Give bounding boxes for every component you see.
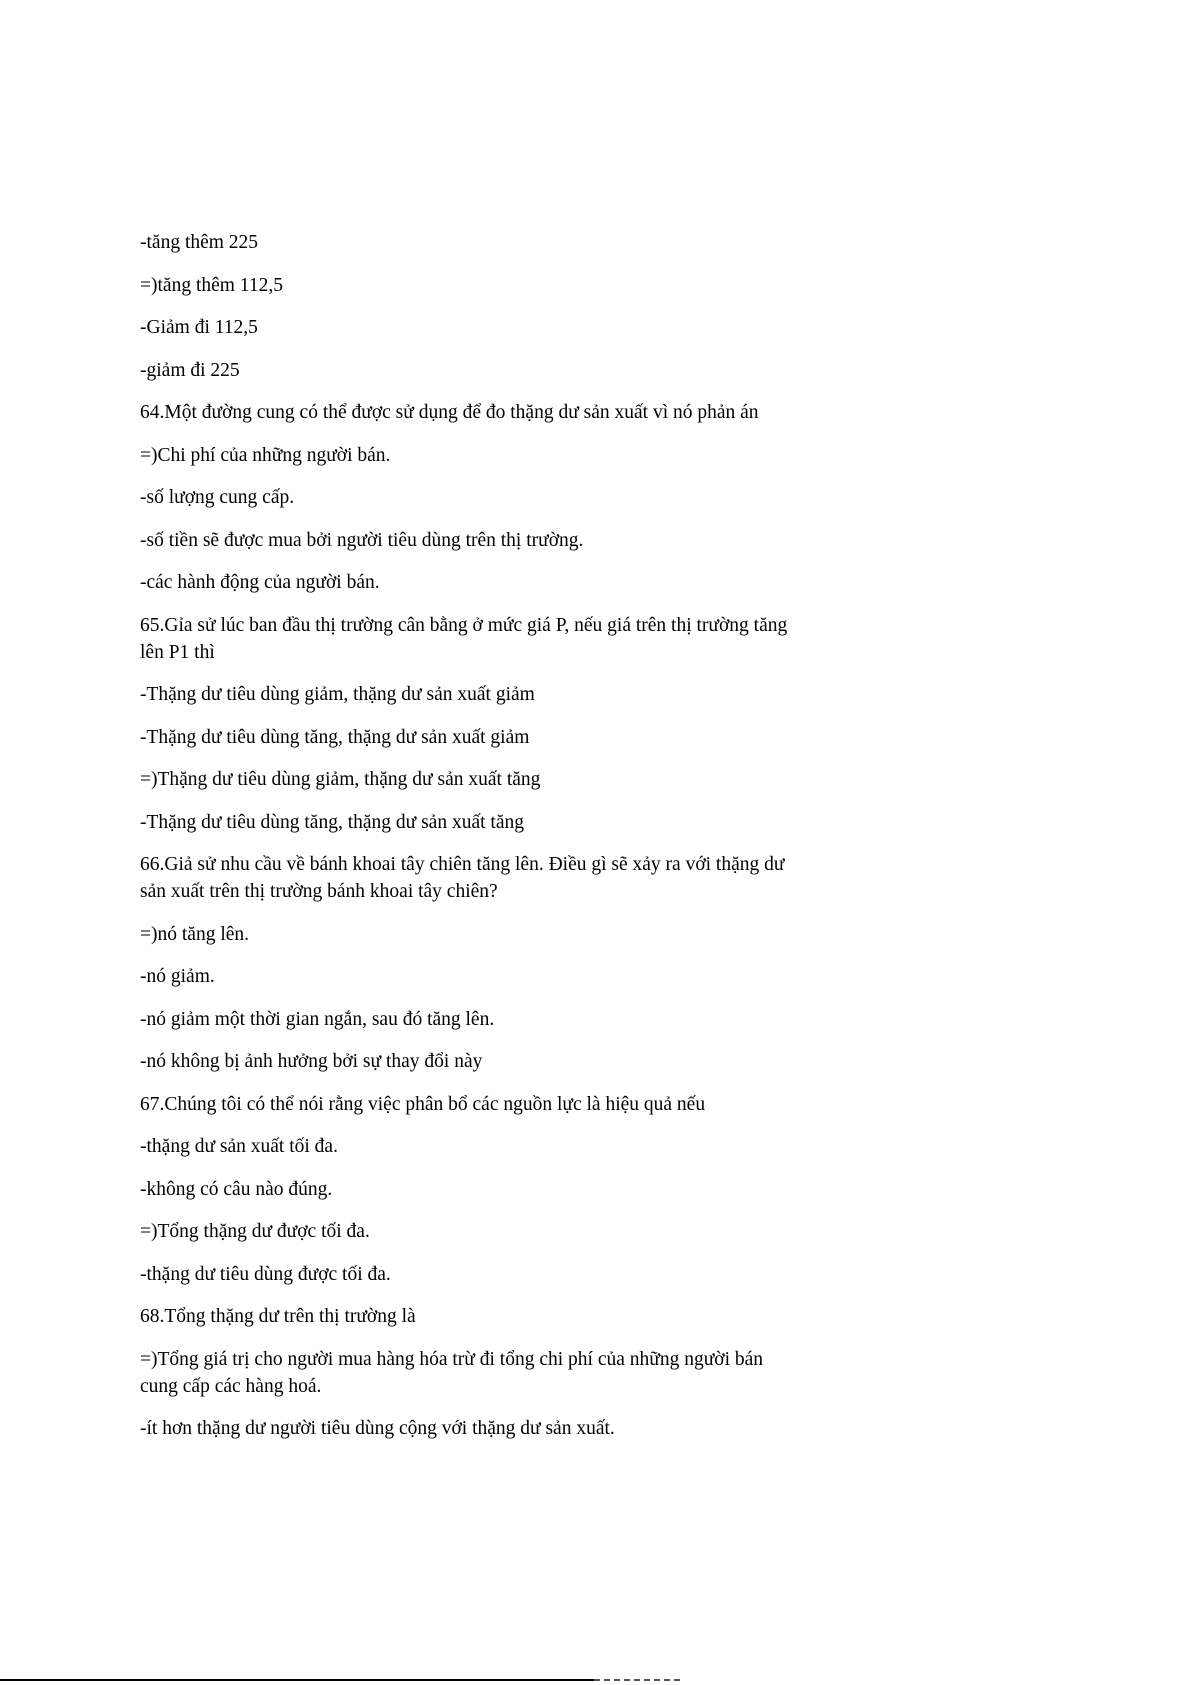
footer-divider bbox=[0, 1679, 594, 1681]
answer-option: -thặng dư tiêu dùng được tối đa. bbox=[140, 1263, 391, 1285]
answer-option: -Thặng dư tiêu dùng giảm, thặng dư sản xuất giảm bbox=[140, 684, 535, 705]
correct-answer: =)Thặng dư tiêu dùng giảm, thặng dư sản xuất tăng bbox=[140, 769, 541, 790]
question-67: 67.Chúng tôi có thể nói rằng việc phân bổ các nguồn lực là hiệu quả nếu bbox=[140, 1093, 706, 1115]
correct-answer: =)nó tăng lên. bbox=[140, 923, 250, 945]
answer-option: -ít hơn thặng dư người tiêu dùng cộng với thặng dư sản xuất. bbox=[140, 1418, 615, 1439]
answer-option: -số lượng cung cấp. bbox=[140, 487, 295, 508]
answer-option: -nó không bị ảnh hưởng bởi sự thay đổi này bbox=[140, 1051, 483, 1072]
question-65: 65.Gỉa sử lúc ban đầu thị trường cân bằng ở mức giá P, nếu giá trên thị trường tăng lên P1 thì bbox=[140, 614, 788, 663]
correct-answer: =)Chi phí của những người bán. bbox=[140, 444, 391, 466]
correct-answer: =)Tổng giá trị cho người mua hàng hóa trừ đi tổng chi phí của những người bán cung cấp các hàng hoá. bbox=[140, 1348, 764, 1397]
answer-option: -nó giảm. bbox=[140, 966, 215, 987]
answer-option: -giảm đi 225 bbox=[140, 359, 240, 381]
question-66: 66.Giả sử nhu cầu về bánh khoai tây chiên tăng lên. Điều gì sẽ xảy ra với thặng dư sản xuất trên thị trường bánh khoai tây chiên? bbox=[140, 854, 785, 902]
answer-option: -Thặng dư tiêu dùng tăng, thặng dư sản xuất tăng bbox=[140, 811, 524, 833]
answer-option: -nó giảm một thời gian ngắn, sau đó tăng lên. bbox=[140, 1008, 495, 1030]
answer-option: -số tiền sẽ được mua bởi người tiêu dùng trên thị trường. bbox=[140, 529, 584, 551]
document-body bbox=[140, 229, 800, 1458]
answer-option: -các hành động của người bán. bbox=[140, 572, 380, 593]
answer-option: -không có câu nào đúng. bbox=[140, 1178, 333, 1200]
question-68: 68.Tổng thặng dư trên thị trường là bbox=[140, 1306, 416, 1327]
footer-divider-tail bbox=[594, 1679, 684, 1681]
correct-answer: =)Tổng thặng dư được tối đa. bbox=[140, 1221, 370, 1242]
correct-answer: =)tăng thêm 112,5 bbox=[140, 274, 283, 296]
answer-option: -Thặng dư tiêu dùng tăng, thặng dư sản xuất giảm bbox=[140, 726, 530, 748]
answer-option: -thặng dư sản xuất tối đa. bbox=[140, 1136, 338, 1157]
answer-option: -tăng thêm 225 bbox=[140, 232, 259, 253]
question-64: 64.Một đường cung có thể được sử dụng để đo thặng dư sản xuất vì nó phản án bbox=[140, 402, 759, 423]
answer-option: -Giảm đi 112,5 bbox=[140, 317, 258, 338]
